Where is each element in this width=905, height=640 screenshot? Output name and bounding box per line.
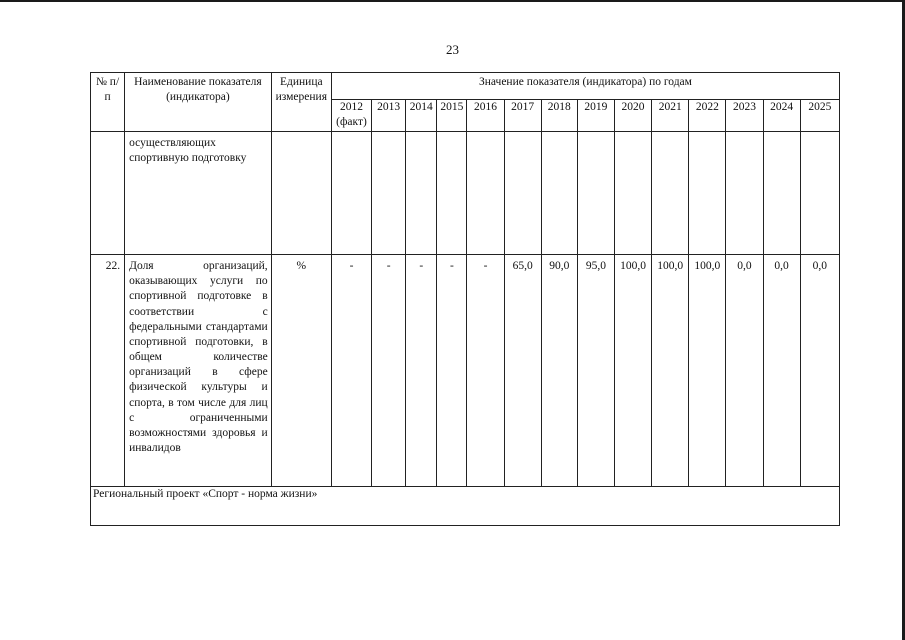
row-value	[800, 132, 839, 255]
row-value: 0,0	[726, 255, 763, 487]
header-year: 2012 (факт)	[331, 100, 371, 132]
header-year: 2018	[541, 100, 577, 132]
row-value	[372, 132, 406, 255]
row-value: 0,0	[763, 255, 800, 487]
header-year: 2021	[652, 100, 689, 132]
row-value	[689, 132, 726, 255]
section-title: Региональный проект «Спорт - норма жизни»	[91, 487, 840, 526]
header-unit: Единица измерения	[271, 73, 331, 132]
header-year: 2019	[577, 100, 614, 132]
row-value: 65,0	[504, 255, 541, 487]
header-year: 2014	[406, 100, 437, 132]
row-value	[406, 132, 437, 255]
row-num: 22.	[91, 255, 125, 487]
row-value: -	[467, 255, 504, 487]
row-value: 95,0	[577, 255, 614, 487]
row-value	[614, 132, 651, 255]
indicators-table	[90, 72, 840, 526]
row-value: 100,0	[614, 255, 651, 487]
row-value	[541, 132, 577, 255]
header-values-group: Значение показателя (индикатора) по годам	[331, 73, 839, 100]
row-value	[763, 132, 800, 255]
row-value: -	[437, 255, 467, 487]
row-unit: %	[271, 255, 331, 487]
header-year: 2015	[437, 100, 467, 132]
row-value: -	[372, 255, 406, 487]
row-value	[577, 132, 614, 255]
row-value	[437, 132, 467, 255]
row-value	[504, 132, 541, 255]
header-year: 2024	[763, 100, 800, 132]
row-name: Доля организаций, оказывающих услуги по спортивной подготовке в соответствии с федеральными стандартами спортивной подготовки, в общем количестве организаций в сфере физической культуры и спорта, в том числе для лиц с ограниченными возможностями здоровья и инвалидов	[125, 255, 272, 487]
row-num	[91, 132, 125, 255]
row-name: осуществляющих спортивную подготовку	[125, 132, 272, 255]
row-value: 90,0	[541, 255, 577, 487]
row-value: -	[331, 255, 371, 487]
row-unit	[271, 132, 331, 255]
table-section-row	[91, 487, 840, 526]
row-value	[726, 132, 763, 255]
row-value	[652, 132, 689, 255]
header-name: Наименование показателя (индикатора)	[125, 73, 272, 132]
row-value	[331, 132, 371, 255]
row-value: -	[406, 255, 437, 487]
header-year: 2013	[372, 100, 406, 132]
table-row	[91, 255, 840, 487]
header-year: 2020	[614, 100, 651, 132]
header-year: 2017	[504, 100, 541, 132]
row-value: 100,0	[652, 255, 689, 487]
header-year: 2023	[726, 100, 763, 132]
row-value: 0,0	[800, 255, 839, 487]
page-edge-top	[0, 0, 905, 2]
table-row	[91, 132, 840, 255]
header-row-main	[91, 73, 840, 100]
header-year: 2016	[467, 100, 504, 132]
header-year: 2022	[689, 100, 726, 132]
page-number: 23	[446, 42, 459, 57]
row-value: 100,0	[689, 255, 726, 487]
header-year: 2025	[800, 100, 839, 132]
row-value	[467, 132, 504, 255]
header-num: № п/п	[91, 73, 125, 132]
